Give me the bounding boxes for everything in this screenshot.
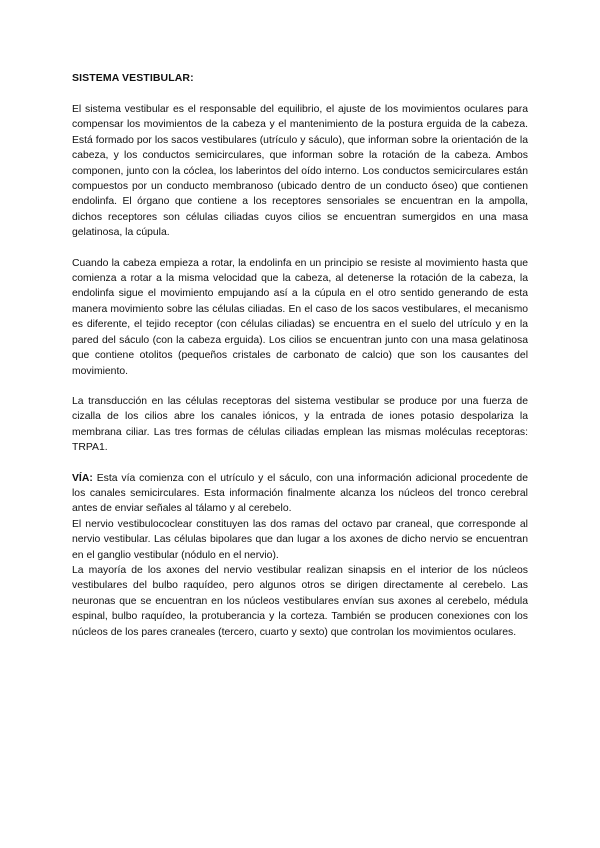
paragraph-via [72, 471, 528, 517]
via-text: Esta vía comienza con el utrículo y el sáculo, con una información adicional procedente de los canales semicirculares. Esta información finalmente alcanza los núcleos del tronco cerebral antes de enviar señales al tálamo y al cerebelo. [72, 472, 528, 515]
document-page [72, 72, 528, 640]
paragraph-rotation: Cuando la cabeza empieza a rotar, la endolinfa en un principio se resiste al movimiento hasta que comienza a rotar a la misma velocidad que la cabeza, al detenerse la rotación de la cabeza, la endolinfa sigue el movimiento empujando así a la cúpula en el otro sentido generando de esta manera movimiento sobre las células ciliadas. En el caso de los sacos vestibulares, el mecanismo es diferente, el tejido receptor (con células ciliadas) se encuentra en el suelo del utrículo y en la pared del sáculo (con la cabeza erguida). Los cilios se encuentran junto con una masa gelatinosa que contiene otolitos (pequeños cristales de carbonato de calcio) que son los causantes del movimiento. [72, 257, 528, 377]
paragraph-nerve: El nervio vestibulococlear constituyen las dos ramas del octavo par craneal, que corresponde al nervio vestibular. Las células bipolares que dan lugar a los axones de dicho nervio se encuentran en el ganglio vestibular (nódulo en el nervio). [72, 518, 528, 561]
paragraph-axons: La mayoría de los axones del nervio vestibular realizan sinapsis en el interior de los núcleos vestibulares del bulbo raquídeo, pero algunos otros se dirigen directamente al cerebelo. Las neuronas que se encuentran en los núcleos vestibulares envían sus axones al cerebelo, médula espinal, bulbo raquídeo, la protuberancia y la corteza. También se producen conexiones con los núcleos de los pares craneales (tercero, cuarto y sexto) que controlan los movimientos oculares. [72, 564, 528, 638]
via-label: VÍA: [72, 472, 93, 484]
paragraph-intro: El sistema vestibular es el responsable del equilibrio, el ajuste de los movimientos oculares para compensar los movimientos de la cabeza y el mantenimiento de la postura erguida de la cabeza. Está formado por los sacos vestibulares (utrículo y sáculo), que informan sobre la orientación de la cabeza, y los conductos semicirculares, que informan sobre la rotación de la cabeza. Ambos componen, junto con la cóclea, los laberintos del oído interno. Los conductos semicirculares están compuestos por un conducto membranoso (ubicado dentro de un conducto óseo) que contienen endolinfa. El órgano que contiene a los receptores sensoriales se encuentran en la ampolla, dichos receptores son células ciliadas cuyos cilios se encuentran sumergidos en una masa gelatinosa, la cúpula. [72, 104, 528, 239]
document-title: SISTEMA VESTIBULAR: [72, 72, 194, 84]
paragraph-transduction: La transducción en las células receptoras del sistema vestibular se produce por una fuerza de cizalla de los cilios abre los canales iónicos, y la entrada de iones potasio despolariza la membrana ciliar. Las tres formas de células ciliadas emplean las mismas moléculas receptoras: TRPA1. [72, 395, 528, 454]
